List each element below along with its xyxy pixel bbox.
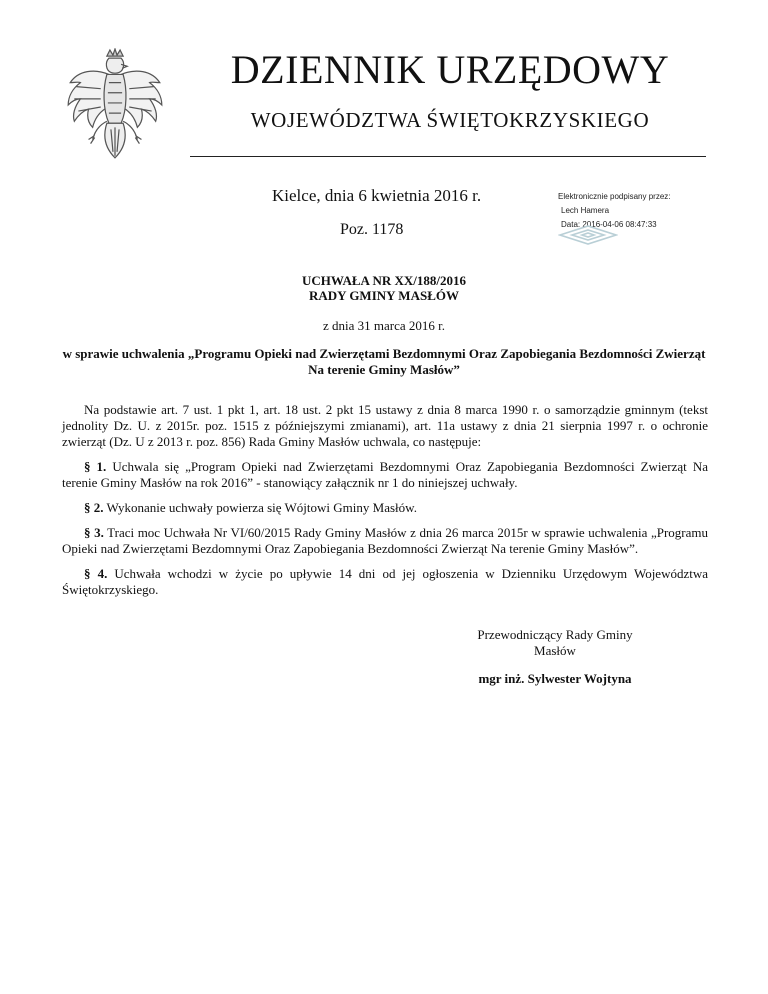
section-label: § 3. <box>84 525 104 540</box>
chairman-municipality: Masłów <box>534 643 576 658</box>
act-council: RADY GMINY MASŁÓW <box>309 288 459 303</box>
section-text: Uchwała wchodzi w życie po upływie 14 dni od jej ogłoszenia w Dzienniku Urzędowym Województwa Świętokrzyskiego. <box>62 566 709 597</box>
act-body <box>62 402 708 607</box>
signature-label: Elektronicznie podpisany przez: <box>558 192 671 201</box>
section-text: Traci moc Uchwała Nr VI/60/2015 Rady Gminy Masłów z dnia 26 marca 2015r w sprawie uchwalenia „Programu Opieki nad Zwierzętami Bezdomnymi Oraz Zapobiegania Bezdomności Zwierząt Na terenie Gminy Masłów”. <box>62 525 708 556</box>
section-2 <box>62 500 708 516</box>
act-subject: w sprawie uchwalenia „Programu Opieki nad Zwierzętami Bezdomnymi Oraz Zapobiegania Bezdomności Zwierząt Na terenie Gminy Masłów” <box>62 346 706 377</box>
section-text: Wykonanie uchwały powierza się Wójtowi Gminy Masłów. <box>103 500 417 515</box>
masthead-subtitle: WOJEWÓDZTWA ŚWIĘTOKRZYSKIEGO <box>250 108 650 132</box>
section-text: Uchwala się „Program Opieki nad Zwierzętami Bezdomnymi Oraz Zapobiegania Bezdomności Zwierząt Na terenie Gminy Masłów na rok 2016” - stanowiący załącznik nr 1 do niniejszej uchwały. <box>62 459 708 490</box>
chairman-title: Przewodniczący Rady Gminy <box>477 627 633 642</box>
polish-eagle-emblem-icon <box>64 48 166 166</box>
chairman-signature <box>440 627 670 687</box>
section-1 <box>62 459 708 491</box>
issue-date: Kielce, dnia 6 kwietnia 2016 r. <box>272 186 482 205</box>
signature-date: Data: 2016-04-06 08:47:33 <box>561 220 657 229</box>
chairman-name: mgr inż. Sylwester Wojtyna <box>478 671 632 686</box>
act-date: z dnia 31 marca 2016 r. <box>322 318 445 333</box>
preamble: Na podstawie art. 7 ust. 1 pkt 1, art. 18 ust. 2 pkt 15 ustawy z dnia 8 marca 1990 r. o samorządzie gminnym (tekst jednolity Dz. U. z 2015r. poz. 1515 z późniejszymi zmianami), art. 11a ustawy z dnia 21 sierpnia 1997 r. o ochronie zwierząt (Dz. U z 2013 r. poz. 856) Rada Gminy Masłów uchwala, co następuje: <box>62 402 708 449</box>
masthead-title: DZIENNIK URZĘDOWY <box>230 47 670 92</box>
section-label: § 2. <box>84 500 104 515</box>
masthead-divider <box>190 156 706 157</box>
act-number: UCHWAŁA NR XX/188/2016 <box>302 273 466 288</box>
signature-name: Lech Hamera <box>561 206 610 215</box>
section-label: § 4. <box>84 566 108 581</box>
section-3 <box>62 525 708 557</box>
issue-position: Poz. 1178 <box>340 221 404 238</box>
section-4 <box>62 566 708 598</box>
section-label: § 1. <box>84 459 107 474</box>
signature-check-icon <box>558 225 618 245</box>
act-title <box>0 273 768 303</box>
